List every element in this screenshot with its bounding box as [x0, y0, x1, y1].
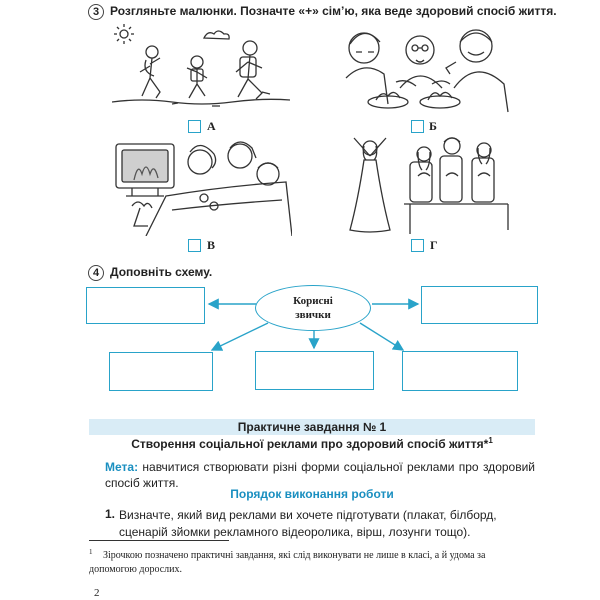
procedure-title: Порядок виконання роботи — [230, 487, 394, 501]
practical-subtitle — [89, 436, 535, 451]
option-b-label: Б — [429, 119, 437, 133]
option-g-label: Г — [430, 238, 438, 252]
goal-label: Мета: — [105, 460, 139, 474]
goal-text: навчитися створювати різні форми соціальної реклами про здоровий спосіб життя. — [105, 460, 535, 490]
practical-title: Практичне завдання № 1 — [237, 420, 387, 434]
scheme-box-bottom-left[interactable] — [109, 352, 213, 391]
page-number: 2 — [94, 587, 100, 599]
practical-subtitle-text: Створення соціальної реклами про здоровий спосіб життя* — [131, 437, 489, 451]
scheme-box-bottom-center[interactable] — [255, 351, 374, 390]
center-line-2: звички — [295, 309, 331, 321]
option-v-label: В — [207, 238, 216, 252]
footnote-rule — [89, 540, 229, 541]
footnote — [89, 545, 535, 577]
scheme-box-top-right[interactable] — [421, 286, 538, 324]
task-4-instruction: Доповніть схему. — [110, 265, 213, 279]
task-number-3: 3 — [88, 4, 104, 20]
scheme-box-top-left[interactable] — [86, 287, 205, 324]
task-number-4: 4 — [88, 265, 104, 281]
step-1-number: 1. — [105, 507, 116, 521]
task-3-instruction: Розгляньте малюнки. Позначте «+» сім’ю, яка веде здоровий спосіб життя. — [110, 4, 557, 18]
footnote-text: Зірочкою позначено практичні завдання, які слід виконувати не лише в класі, а й удома за допомогою дорослих. — [89, 550, 486, 576]
option-a-label: А — [207, 119, 216, 133]
center-line-1: Корисні — [293, 295, 333, 307]
footnote-mark: 1 — [89, 548, 93, 556]
scheme-center-ellipse — [255, 285, 371, 331]
scheme-box-bottom-right[interactable] — [402, 351, 518, 391]
step-1-text: Визначте, який вид реклами ви хочете підготувати (плакат, білборд, сценарій зйомки рекламного відеоролика, вірш, лозунги тощо). — [119, 508, 497, 539]
subtitle-footnote-mark: 1 — [488, 436, 493, 445]
